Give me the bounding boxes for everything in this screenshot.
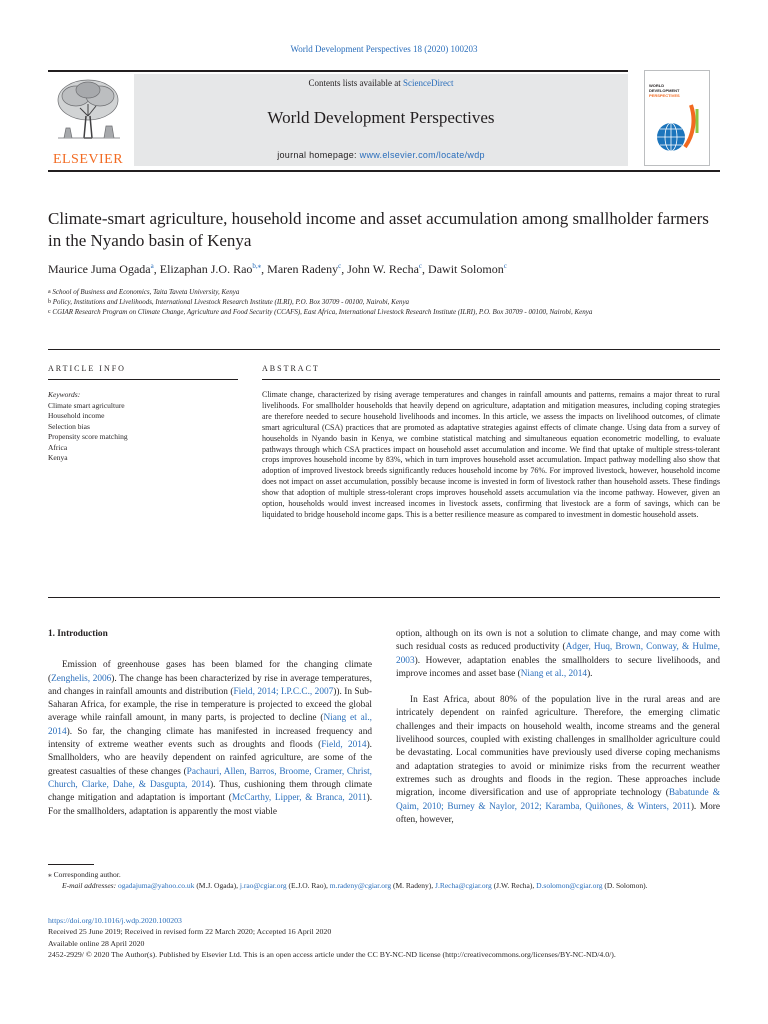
email-owner: (J.W. Recha), bbox=[493, 881, 535, 890]
globe-icon bbox=[651, 103, 703, 159]
email-link[interactable]: D.solomon@cgiar.org bbox=[536, 881, 603, 890]
divider bbox=[48, 349, 720, 350]
journal-cover[interactable] bbox=[644, 70, 710, 166]
citation-link[interactable]: Niang et al., 2014 bbox=[48, 713, 372, 737]
divider bbox=[48, 597, 720, 598]
available-date: Available online 28 April 2020 bbox=[48, 938, 145, 948]
affiliation-text: CGIAR Research Program on Climate Change, Agriculture and Food Security (CCAFS), East Africa, International Livestock Research Institute (ILRI), P.O. Box 30709 - 00100, Nairobi, Kenya bbox=[52, 308, 593, 316]
keywords-label: Keywords: bbox=[48, 390, 81, 399]
keyword: Africa bbox=[48, 442, 68, 452]
citation-link[interactable]: Zenghelis, 2006 bbox=[51, 673, 112, 684]
publisher-name: ELSEVIER bbox=[52, 152, 124, 167]
section-heading: 1. Introduction bbox=[48, 629, 108, 639]
journal-citation[interactable]: World Development Perspectives 18 (2020) 100203 bbox=[290, 44, 478, 54]
header-bottom-rule bbox=[48, 170, 720, 172]
email-addresses bbox=[48, 880, 720, 891]
author-affil-mark[interactable]: b,⁎ bbox=[252, 262, 262, 270]
email-link[interactable]: m.radeny@cgiar.org bbox=[329, 881, 392, 890]
contents-available bbox=[134, 78, 628, 88]
journal-header bbox=[48, 70, 720, 166]
cover-line: PERSPECTIVES bbox=[649, 93, 680, 98]
journal-banner bbox=[134, 74, 628, 166]
column-right bbox=[396, 628, 720, 827]
email-link[interactable]: ogadajuma@yahoo.co.uk bbox=[117, 881, 195, 890]
publisher-logo bbox=[48, 76, 128, 166]
affiliation-mark: a bbox=[48, 289, 51, 295]
homepage-link[interactable]: www.elsevier.com/locate/wdp bbox=[359, 150, 485, 160]
author-list: Maurice Juma Ogada$^a$, Elizaphan J.O. Rao$^{b,⁎}$, Maren Radeny$^c$, John W. Recha$^c$, Dawit Solomon$^c$ bbox=[48, 262, 507, 276]
footnote bbox=[48, 869, 720, 891]
intro-paragraph-1-cont: option, although on its own is not a solution to climate change, and may come with such residual costs as reduced productivity (Adger, Huq, Brown, Conway, & Hulme, 2003). However, adaptation enables the smallholders to secure livelihoods, and improve incomes and asset base (Niang et al., 2014). bbox=[396, 629, 720, 679]
contents-prefix: Contents lists available at bbox=[308, 78, 401, 88]
author-name[interactable]: Maren Radeny bbox=[267, 262, 339, 276]
affiliations bbox=[48, 287, 648, 317]
affiliation-text: Policy, Institutions and Livelihoods, International Livestock Research Institute (ILRI), P.O. Box 30709 - 00100, Nairobi, Kenya bbox=[52, 298, 410, 306]
affiliation bbox=[48, 287, 648, 297]
cover-title bbox=[649, 83, 680, 98]
homepage-label: journal homepage: bbox=[277, 150, 357, 160]
affiliation bbox=[48, 297, 648, 307]
elsevier-tree-icon bbox=[50, 76, 126, 146]
author-name[interactable]: Elizaphan J.O. Rao bbox=[159, 262, 253, 276]
footnote-rule bbox=[48, 864, 94, 865]
abstract-heading: ABSTRACT bbox=[262, 364, 320, 373]
divider bbox=[48, 379, 238, 380]
journal-title: World Development Perspectives bbox=[267, 108, 495, 127]
abstract-text: Climate change, characterized by rising average temperatures and changes in rainfall amounts and patterns, remains a major threat to rural livelihoods. For smallholder households that heavily depend on agriculture, adaptation and mitigation measures, including coping strategies are therefore needed to secure household livelihoods and incomes. In this article, we assess the impacts on livelihood outcomes, of climate smart agricultural (CSA) practices that are promoted as adaptative strategies against effects of climate change. Using data from a survey of households in Nyando basin in Kenya, we combine statistical matching and simultaneous equation econometric modelling, to evaluate pathways through which CSA practices impact on household asset accumulation and income. We find that uptake of multiple stress-tolerant crops improves household income by 83%, which in turn improves household asset accumulation. Impact pathway modelling also show that adoption of improved livestock breeds significantly reduces household income by 76%. For improved livestock, however, household income does not impact on asset accumulation, possibly because income is invested in form of livestock rather than household assets. These findings show that adoption of multiple stress-tolerant crops improves household assets accumulation via the income pathway. However, given an option, households would invest increased incomes in livestock assets, confirming that livestock are a form of savings, which can be liquidated to bridge household income gaps. This is a better resilience measure as compared to investment in domestic household assets. bbox=[262, 390, 720, 519]
author-affil-mark[interactable]: c bbox=[418, 262, 423, 270]
keyword: Household income bbox=[48, 411, 105, 420]
keyword: Selection bias bbox=[48, 421, 90, 431]
intro-paragraph-2: In East Africa, about 80% of the population live in the rural areas and are intricately dependent on rainfed agriculture. Therefore, the emerging climatic challenges and their impacts on household wealth, income streams and the general livelihood sources, coupled with existing challenges in smallholder agriculture could be devastating. Local communities have previously used diverse coping mechanisms and adaptation strategies to avoid or minimize risks from the recurrent weather extremes such as droughts and floods in the region. These approaches include migration, income diversification and use of appropriate technology (Babatunde & Qaim, 2010; Burney & Naylor, 2012; Karamba, Quiñones, & Winters, 2011). More often, however, bbox=[396, 695, 720, 825]
column-left bbox=[48, 628, 372, 819]
keyword: Kenya bbox=[48, 453, 68, 462]
publication-info bbox=[48, 915, 720, 960]
keyword: Propensity score matching bbox=[48, 432, 128, 441]
email-owner: (M.J. Ogada), bbox=[196, 881, 238, 890]
author-affil-mark[interactable]: c bbox=[338, 262, 342, 270]
affiliation-mark: b bbox=[48, 299, 51, 305]
email-owner: (D. Solomon). bbox=[604, 881, 648, 890]
intro-paragraph-1: Emission of greenhouse gases has been blamed for the changing climate (Zenghelis, 2006). The change has been characterized by rise in average temperatures, and changes in rainfall amounts and distribution (Field, 2014; I.P.C.C., 2007)). In Sub-Saharan Africa, for example, the rise in temperature is projected to exceed the global average while rainfall amount, in many parts, is projected to decline (Niang et al., 2014). So far, the changing climate has manifested in increased frequency and intensity of extreme weather events such as droughts and floods (Field, 2014). Smallholders, who are heavily dependent on rainfed agriculture, are some of the greatest casualties of these changes (Pachauri, Allen, Barros, Broome, Cramer, Christ, Church, Clarke, Dahe, & Dasgupta, 2014). Thus, cushioning them through climate change mitigation and adaptation is important (McCarthy, Lipper, & Branca, 2011). For the smallholders, adaptation is apparently the most viable bbox=[48, 660, 373, 817]
license-text: 2452-2929/ © 2020 The Author(s). Published by Elsevier Ltd. This is an open access article under the CC BY-NC-ND license (http://creativecommons.org/licenses/BY-NC-ND/4.0/). bbox=[48, 949, 616, 959]
author-affil-mark[interactable]: a bbox=[150, 262, 154, 270]
doi-link[interactable]: https://doi.org/10.1016/j.wdp.2020.100203 bbox=[48, 916, 182, 925]
header-top-rule bbox=[48, 70, 628, 72]
citation-link[interactable]: Field, 2014; I.P.C.C., 2007 bbox=[233, 686, 334, 697]
citation-link[interactable]: Babatunde & Qaim, 2010; Burney & Naylor, 2012; Karamba, Quiñones, & Winters, 2011 bbox=[396, 788, 720, 812]
author-name[interactable]: Dawit Solomon bbox=[428, 262, 504, 276]
email-link[interactable]: J.Recha@cgiar.org bbox=[435, 881, 492, 890]
journal-homepage bbox=[134, 150, 628, 160]
affiliation-text: School of Business and Economics, Taita Taveta University, Kenya bbox=[52, 288, 240, 296]
sciencedirect-link[interactable]: ScienceDirect bbox=[403, 78, 454, 88]
keywords bbox=[48, 390, 238, 464]
citation-link[interactable]: Adger, Huq, Brown, Conway, & Hulme, 2003 bbox=[396, 642, 720, 666]
cover-line: DEVELOPMENT bbox=[649, 88, 680, 93]
email-link[interactable]: j.rao@cgiar.org bbox=[239, 881, 287, 890]
keyword: Climate smart agriculture bbox=[48, 400, 125, 410]
email-label: E-mail addresses: bbox=[62, 881, 117, 890]
cover-line: WORLD bbox=[649, 83, 665, 88]
affiliation bbox=[48, 307, 648, 317]
received-dates: Received 25 June 2019; Received in revised form 22 March 2020; Accepted 16 April 2020 bbox=[48, 927, 332, 937]
article-title: Climate-smart agriculture, household income and asset accumulation among smallholder farmers in the Nyando basin of Kenya bbox=[48, 209, 709, 250]
article-info-heading: ARTICLE INFO bbox=[48, 364, 126, 373]
citation-link[interactable]: Field, 2014 bbox=[321, 740, 367, 751]
divider bbox=[262, 379, 720, 380]
author-name[interactable]: John W. Recha bbox=[347, 262, 419, 276]
citation-link[interactable]: Pachauri, Allen, Barros, Broome, Cramer, Christ, Church, Clarke, Dahe, & Dasgupta, 2014 bbox=[48, 766, 372, 790]
email-owner: (E.J.O. Rao), bbox=[288, 881, 328, 890]
author-affil-mark[interactable]: c bbox=[503, 262, 507, 270]
citation-link[interactable]: Niang et al., 2014 bbox=[520, 668, 588, 679]
author-name[interactable]: Maurice Juma Ogada bbox=[48, 262, 151, 276]
corresponding-author-note: ⁎ Corresponding author. bbox=[48, 870, 121, 879]
citation-link[interactable]: McCarthy, Lipper, & Branca, 2011 bbox=[231, 793, 367, 804]
email-owner: (M. Radeny), bbox=[392, 881, 434, 890]
affiliation-mark: c bbox=[48, 309, 51, 315]
